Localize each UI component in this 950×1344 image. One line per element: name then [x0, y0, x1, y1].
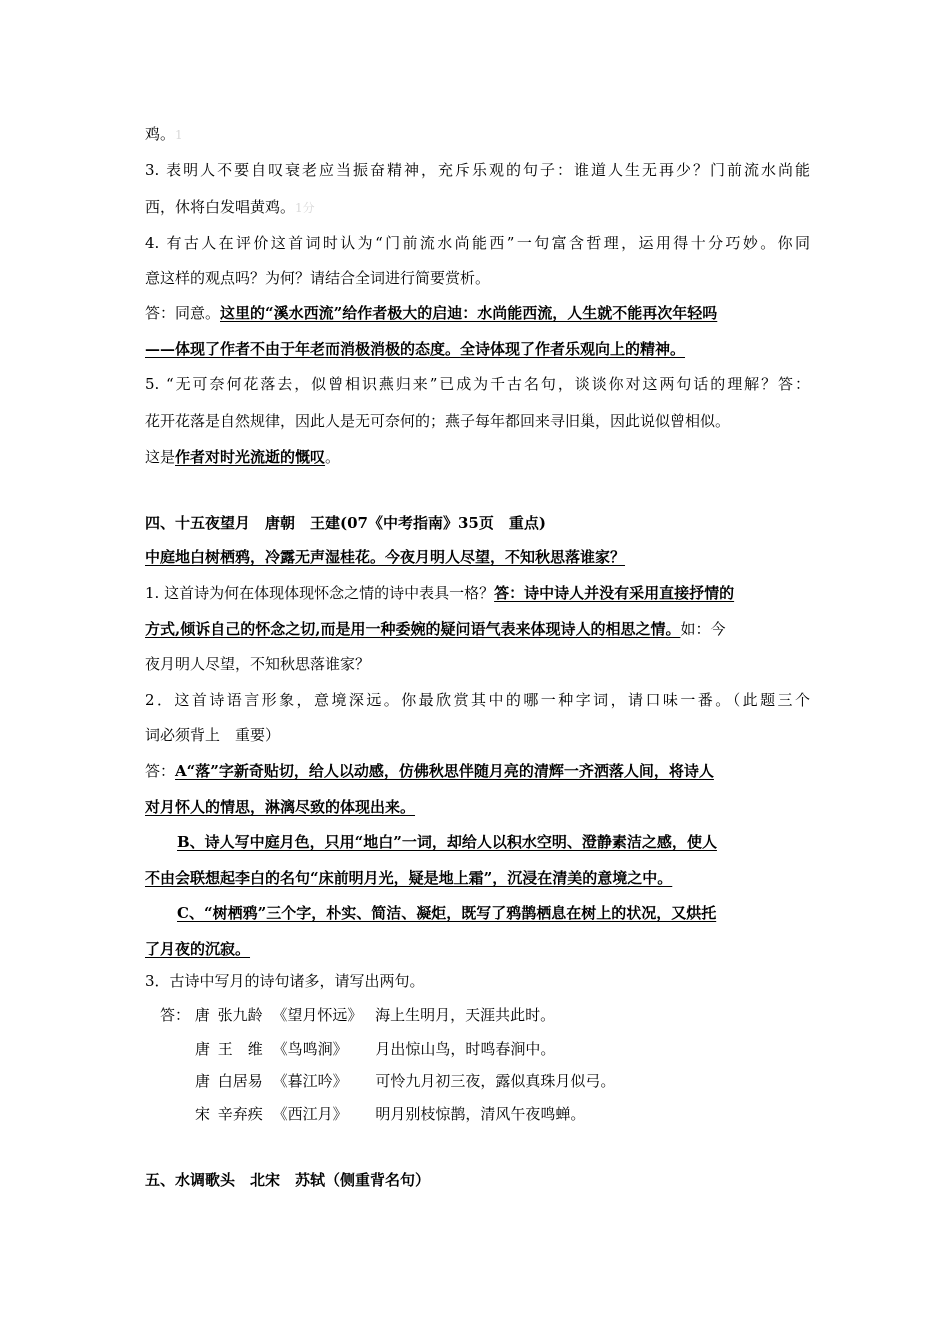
- text: 西，休将白发唱黄鸡。: [145, 198, 296, 216]
- answer-c-line-1: [177, 903, 810, 923]
- text-line: [145, 124, 810, 145]
- question-3-line-1: 3. 表明人不要自叹衰老应当振奋精神，充斥乐观的句子：谁道人生无再少？门前流水尚能: [145, 161, 810, 179]
- dynasty: 唐: [195, 1072, 211, 1090]
- text: 这是: [145, 448, 176, 466]
- q1-line-3: 夜月明人尽望，不知秋思落谁家？: [145, 655, 371, 673]
- author: 王 维: [217, 1040, 263, 1058]
- answer-a-line-1: [145, 761, 810, 781]
- poem-quote-row: [195, 1039, 860, 1059]
- answer-emphasis: C、“树栖鸦”三个字，朴实、简洁、凝炬，既写了鸦鹊栖息在树上的状况，又烘托: [177, 904, 717, 922]
- poem-line: 海上生明月，天涯共此时。: [375, 1006, 556, 1024]
- text: 如：今: [680, 620, 726, 638]
- dynasty: 宋: [195, 1105, 211, 1123]
- answer-emphasis: 对月怀人的情思，淋漓尽致的体现出来。: [145, 798, 416, 816]
- answer-emphasis: 答：诗中诗人并没有采用直接抒情的: [494, 584, 735, 602]
- question-3-line-2: [145, 197, 810, 218]
- q1-line-2: [145, 619, 810, 639]
- author: 辛弃疾: [217, 1105, 263, 1123]
- answer-emphasis: 这里的“溪水西流”给作者极大的启迪：水尚能西流，人生就不能再次年轻吗: [220, 304, 718, 322]
- section-4-heading: 四、十五夜望月 唐朝 王建(07《中考指南》35页 重点): [145, 514, 546, 532]
- question-5-line-1: 5. “无可奈何花落去，似曾相识燕归来”已成为千古名句，谈谈你对这两句话的理解？答：: [145, 375, 810, 393]
- q2-line-2: 词必须背上 重要）: [145, 726, 281, 744]
- author: 白居易: [217, 1072, 263, 1090]
- answer-c-line-2: [145, 939, 810, 959]
- section-5-heading: 五、水调歌头 北宋 苏轼（侧重背名句）: [145, 1171, 431, 1189]
- answer-emphasis: 作者对时光流逝的慨叹: [175, 448, 326, 466]
- poem-title: 《暮江吟》: [272, 1072, 348, 1090]
- poem-title: 《西江月》: [272, 1105, 348, 1123]
- faint-mark: 1分: [295, 201, 315, 215]
- poem-title: 《鸟鸣涧》: [272, 1040, 348, 1058]
- answer-label: 答：: [145, 762, 176, 780]
- question-5-line-3: [145, 447, 810, 467]
- poem-title: 《望月怀远》: [272, 1006, 363, 1024]
- answer-b-line-2: [145, 868, 810, 888]
- answer-emphasis: 方式,倾诉自己的怀念之切,而是用一种委婉的疑问语气表来体现诗人的相思之情。: [145, 620, 681, 638]
- question-text: 1. 这首诗为何在体现体现怀念之情的诗中表具一格？: [145, 584, 495, 602]
- q1-line-1: [145, 583, 810, 603]
- poem-line: 明月别枝惊鹊，清风午夜鸣蝉。: [375, 1105, 586, 1123]
- answer-emphasis: 了月夜的沉寂。: [145, 940, 251, 958]
- answer-a-line-2: [145, 797, 810, 817]
- question-5-line-2: 花开花落是自然规律，因此人是无可奈何的；燕子每年都回来寻旧巢，因此说似曾相似。: [145, 412, 731, 430]
- poem-lines: 中庭地白树栖鸦，冷露无声湿桂花。今夜月明人尽望，不知秋思落谁家？: [145, 548, 626, 566]
- q3-line: 3．古诗中写月的诗句诸多，请写出两句。: [145, 972, 425, 990]
- answer-4-line-2: [145, 339, 810, 359]
- poem-quote-row: [160, 1005, 825, 1025]
- answer-emphasis: A“落”字新奇贴切，给人以动感，仿佛秋思伴随月亮的清辉一齐洒落人间，将诗人: [175, 762, 714, 780]
- poem-line: 可怜九月初三夜，露似真珠月似弓。: [375, 1072, 616, 1090]
- poem-quote-row: [195, 1104, 860, 1124]
- poem-quote-row: [195, 1071, 860, 1091]
- dynasty: 唐: [195, 1040, 211, 1058]
- author: 张九龄: [217, 1006, 263, 1024]
- faint-mark: 1: [175, 128, 183, 142]
- question-4-line-1: 4. 有古人在评价这首词时认为“门前流水尚能西”一句富含哲理，运用得十分巧妙。你同: [145, 234, 810, 252]
- question-4-line-2: 意这样的观点吗？为何？请结合全词进行简要赏析。: [145, 269, 491, 287]
- answer-label: 答：: [160, 1006, 191, 1024]
- poem-text: [145, 547, 810, 567]
- answer-4-line-1: [145, 303, 810, 323]
- answer-b-line-1: [177, 832, 810, 852]
- answer-emphasis: B、诗人写中庭月色，只用“地白”一词，却给人以积水空明、澄静素洁之感，使人: [177, 833, 717, 851]
- q2-line-1: 2．这首诗语言形象，意境深远。你最欣赏其中的哪一种字词，请口味一番。（此题三个: [145, 691, 810, 709]
- text: 。: [325, 448, 341, 466]
- answer-label: 答：同意。: [145, 304, 221, 322]
- answer-emphasis: 不由会联想起李白的名句“床前明月光，疑是地上霜”，沉浸在清美的意境之中。: [145, 869, 673, 887]
- text: 鸡。: [145, 125, 176, 143]
- answer-emphasis: ——体现了作者不由于年老而消极消极的态度。全诗体现了作者乐观向上的精神。: [145, 340, 686, 358]
- dynasty: 唐: [194, 1006, 210, 1024]
- poem-line: 月出惊山鸟，时鸣春涧中。: [375, 1040, 556, 1058]
